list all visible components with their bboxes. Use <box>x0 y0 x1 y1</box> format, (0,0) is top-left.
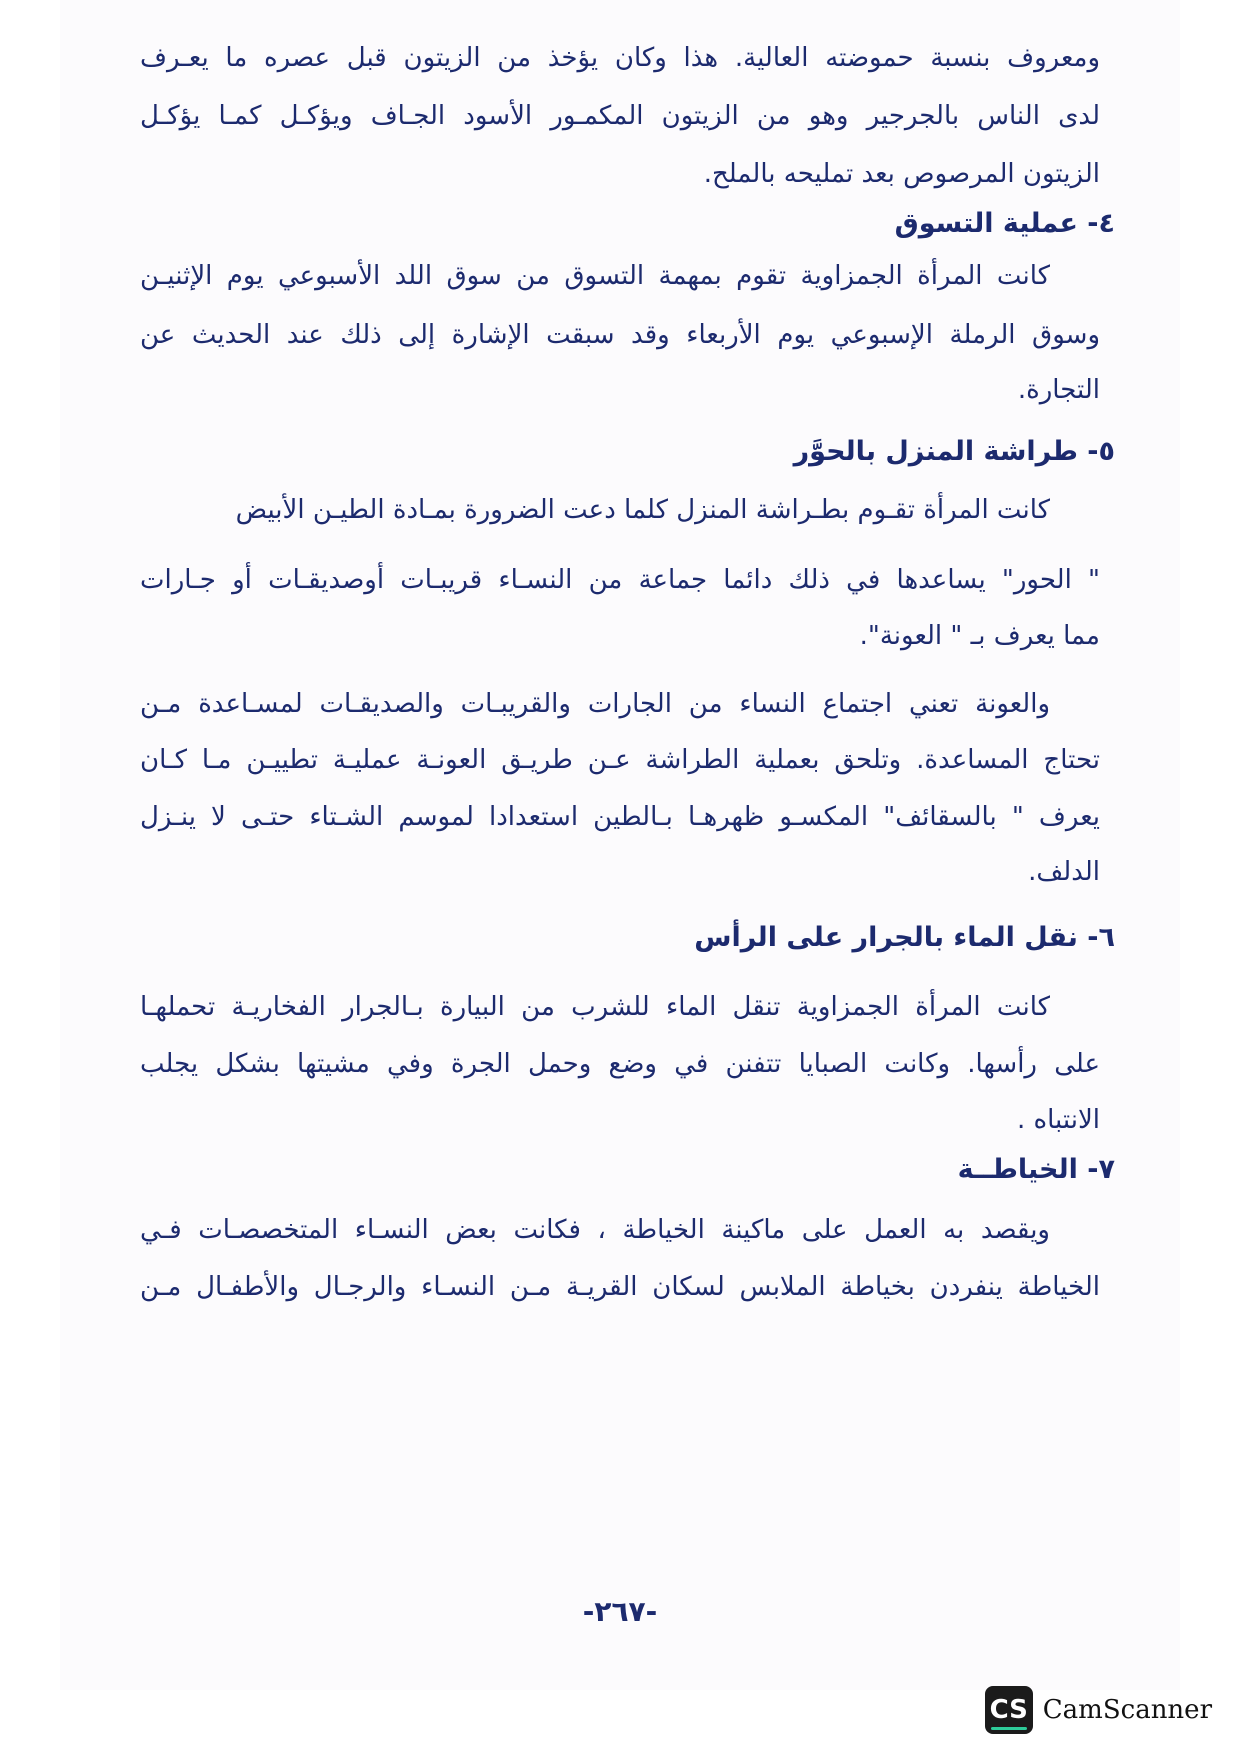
text-line: كانت المرأة تقـوم بطـراشة المنزل كلما دعت الضرورة بمـادة الطيـن الأبيض <box>235 495 1050 525</box>
text-line: الانتباه . <box>1016 1105 1100 1135</box>
camscanner-name: CamScanner <box>1042 1695 1212 1725</box>
text-line: ومعروف بنسبة حموضته العالية. هذا وكان يؤخذ من الزيتون قبل عصره ما يعـرف <box>140 43 1100 73</box>
text-line: والعونة تعني اجتماع النساء من الجارات والقريبـات والصديقـات لمسـاعدة مـن <box>140 689 1050 719</box>
section-heading: ٧- الخياطــة <box>957 1154 1115 1185</box>
text-line: ويقصد به العمل على ماكينة الخياطة ، فكانت بعض النسـاء المتخصصـات فـي <box>140 1215 1050 1245</box>
text-line: مما يعرف بـ " العونة". <box>859 621 1100 651</box>
text-line: على رأسها. وكانت الصبايا تتفنن في وضع وحمل الجرة وفي مشيتها بشكل يجلب <box>140 1049 1100 1079</box>
document-page <box>60 0 1180 1690</box>
text-line: " الحور" يساعدها في ذلك دائما جماعة من النسـاء قريبـات أوصديقـات أو جـارات <box>140 565 1100 595</box>
text-line: يعرف " بالسقائف" المكسـو ظهرهـا بـالطين استعدادا لموسم الشـتاء حتـى لا ينـزل <box>140 802 1100 832</box>
page-number: -٢٦٧- <box>582 1595 658 1628</box>
text-line: التجارة. <box>1017 375 1100 405</box>
text-line: الزيتون المرصوص بعد تمليحه بالملح. <box>703 159 1100 189</box>
text-line: وسوق الرملة الإسبوعي يوم الأربعاء وقد سبقت الإشارة إلى ذلك عند الحديث عن <box>140 320 1100 350</box>
text-line: لدى الناس بالجرجير وهو من الزيتون المكمـور الأسود الجـاف ويؤكـل كمـا يؤكـل <box>140 101 1100 131</box>
text-line: الدلف. <box>1028 857 1100 887</box>
section-heading: ٦- نقل الماء بالجرار على الرأس <box>694 922 1115 953</box>
section-heading: ٤- عملية التسوق <box>894 208 1115 239</box>
text-line: الخياطة ينفردن بخياطة الملابس لسكان القريـة مـن النسـاء والرجـال والأطفـال مـن <box>140 1272 1100 1302</box>
camscanner-logo-icon: CS <box>985 1686 1033 1734</box>
section-heading: ٥- طراشة المنزل بالحوَّر <box>793 436 1115 467</box>
text-line: تحتاج المساعدة. وتلحق بعملية الطراشة عـن طريـق العونـة عمليـة تطييـن مـا كـان <box>140 745 1100 775</box>
camscanner-watermark <box>985 1683 1212 1737</box>
text-line: كانت المرأة الجمزاوية تقوم بمهمة التسوق من سوق اللد الأسبوعي يوم الإثنيـن <box>140 261 1050 291</box>
text-line: كانت المرأة الجمزاوية تنقل الماء للشرب من البيارة بـالجرار الفخاريـة تحملهـا <box>140 992 1050 1022</box>
